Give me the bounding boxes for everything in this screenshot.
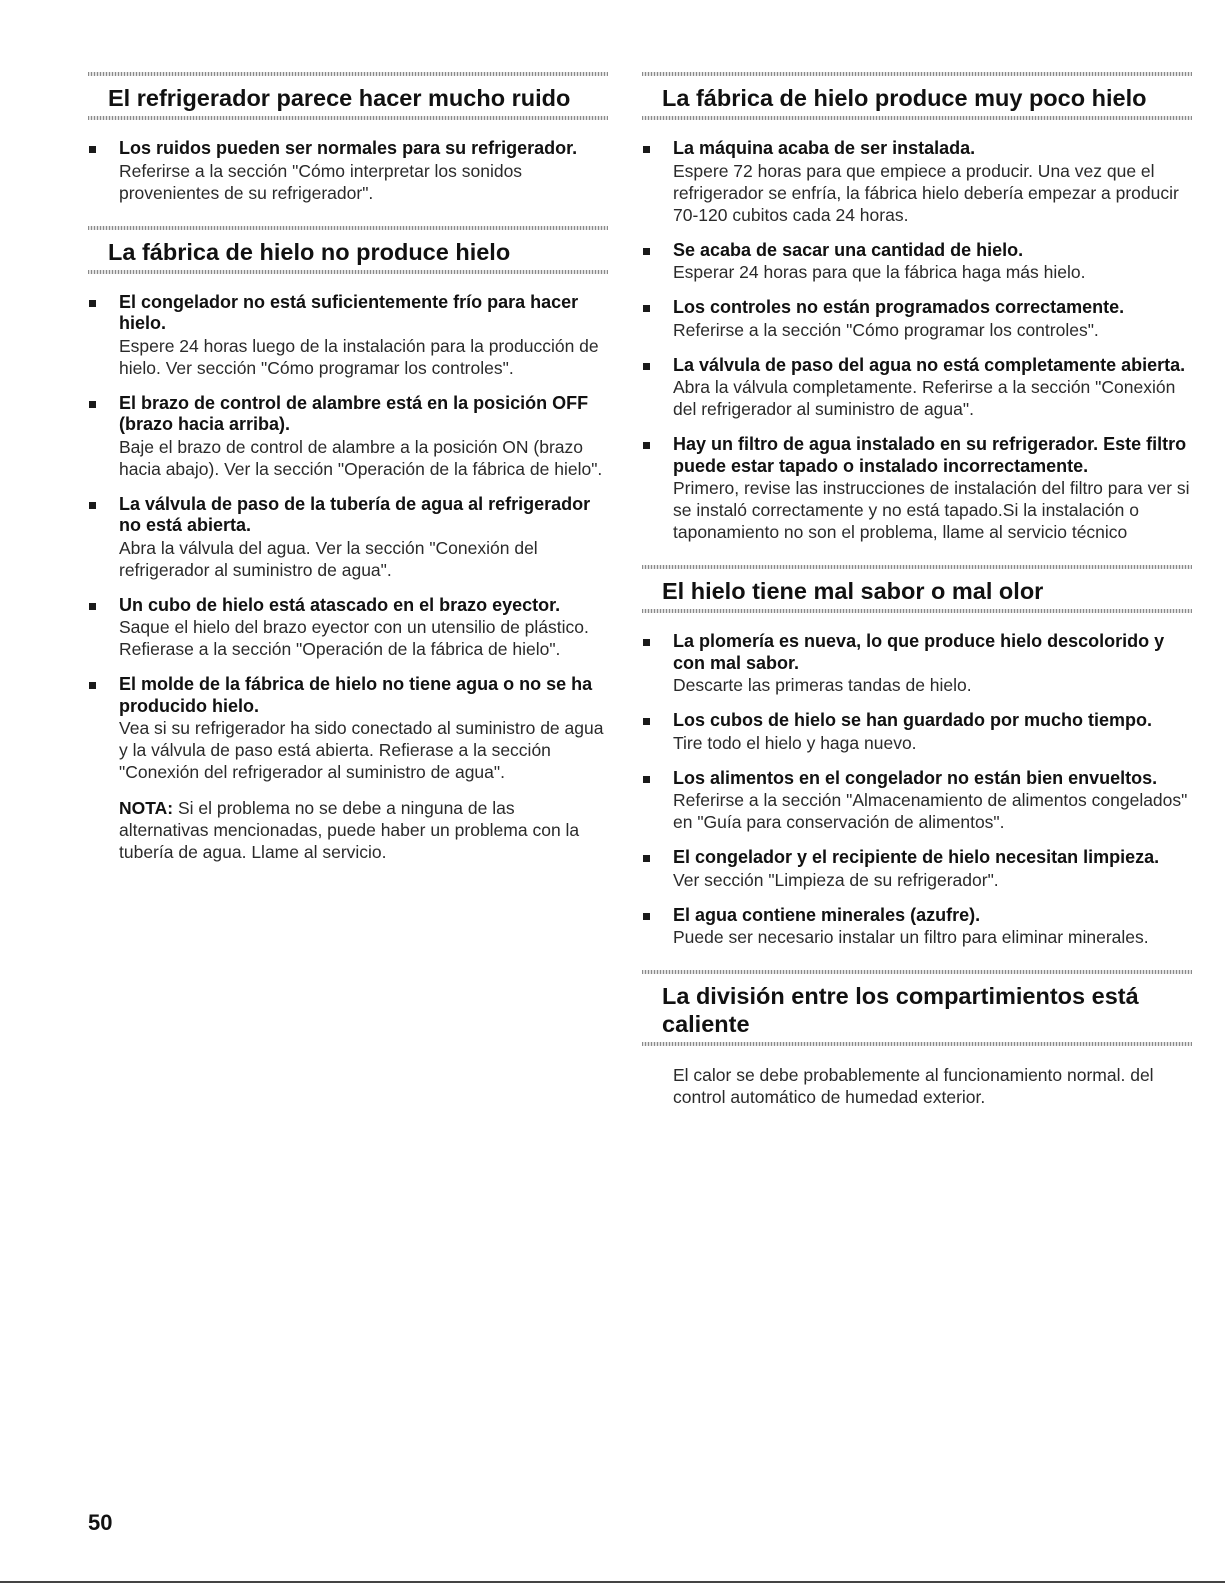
item-cause: Un cubo de hielo está atascado en el brazo eyector.: [119, 594, 561, 615]
list-item: [88, 292, 608, 379]
note-label: NOTA:: [119, 798, 174, 818]
item-solution: Saque el hielo del brazo eyector con un utensilio de plástico. Refierase a la sección "Operación de la fábrica de hielo".: [119, 617, 589, 659]
section-header: [642, 565, 1192, 613]
item-solution: Vea si su refrigerador ha sido conectado al suministro de agua y la válvula de paso está abierta. Refierase a la sección "Conexión del refrigerador al suministro de agua".: [119, 718, 604, 782]
list-item: [642, 768, 1192, 834]
list-item: [88, 138, 608, 204]
section-warm-divider: [642, 970, 1192, 1108]
bullet-icon: [643, 363, 650, 370]
item-solution: Referirse a la sección "Almacenamiento de alimentos congelados" en "Guía para conservación de alimentos".: [673, 790, 1188, 832]
list-item: [642, 355, 1192, 421]
bullet-icon: [643, 442, 650, 449]
bullet-icon: [643, 248, 650, 255]
item-solution: Espere 24 horas luego de la instalación para la producción de hielo. Ver sección "Cómo programar los controles".: [119, 335, 599, 378]
item-solution: Espere 72 horas para que empiece a producir. Una vez que el refrigerador se enfría, la fábrica hielo debería empezar a producir 70-120 cubitos cada 24 horas.: [673, 160, 1179, 225]
item-cause: La válvula de paso de la tubería de agua al refrigerador no está abierta.: [119, 493, 591, 535]
bullet-icon: [89, 682, 96, 689]
bullet-icon: [643, 639, 650, 646]
item-cause: El molde de la fábrica de hielo no tiene agua o no se ha producido hielo.: [119, 674, 593, 716]
bullet-icon: [643, 913, 650, 920]
list-item: [642, 847, 1192, 891]
item-cause: Hay un filtro de agua instalado en su refrigerador. Este filtro puede estar tapado o instalado incorrectamente.: [673, 434, 1187, 476]
item-cause: Se acaba de sacar una cantidad de hielo.: [673, 239, 1024, 260]
section-title: La fábrica de hielo produce muy poco hielo: [662, 85, 1147, 111]
item-cause: Los alimentos en el congelador no están bien envueltos.: [673, 767, 1158, 788]
bullet-icon: [89, 603, 96, 610]
left-column: [88, 72, 608, 885]
bullet-icon: [643, 305, 650, 312]
item-cause: El brazo de control de alambre está en la posición OFF (brazo hacia arriba).: [119, 392, 589, 434]
list-item: [642, 631, 1192, 696]
item-cause: La máquina acaba de ser instalada.: [673, 138, 976, 158]
item-solution: Descarte las primeras tandas de hielo.: [673, 675, 972, 695]
bullet-icon: [89, 300, 96, 307]
item-solution: Puede ser necesario instalar un filtro para eliminar minerales.: [673, 927, 1149, 947]
list-item: [642, 297, 1192, 341]
section-header: [642, 72, 1192, 120]
list-item: [88, 393, 608, 480]
section-bad-taste: [642, 565, 1192, 948]
item-cause: La plomería es nueva, lo que produce hielo descolorido y con mal sabor.: [673, 631, 1165, 673]
list-item: [88, 494, 608, 581]
page-number: 50: [88, 1510, 113, 1535]
section-title: La fábrica de hielo no produce hielo: [108, 238, 511, 265]
bottom-divider: [0, 1581, 1225, 1583]
item-cause: Los cubos de hielo se han guardado por mucho tiempo.: [673, 710, 1153, 730]
list-item: [642, 905, 1192, 949]
bullet-icon: [643, 146, 650, 153]
section-title: El refrigerador parece hacer mucho ruido: [108, 85, 571, 111]
list-item: [642, 138, 1192, 226]
section-noise: [88, 72, 608, 204]
right-column: [642, 72, 1192, 1130]
bullet-icon: [643, 718, 650, 725]
list-item: [88, 674, 608, 783]
item-cause: El congelador no está suficientemente frío para hacer hielo.: [119, 291, 579, 333]
list-item: [642, 240, 1192, 284]
section-title: El hielo tiene mal sabor o mal olor: [662, 578, 1044, 604]
item-cause: Los controles no están programados correctamente.: [673, 297, 1125, 317]
bullet-icon: [643, 855, 650, 862]
item-cause: El congelador y el recipiente de hielo necesitan limpieza.: [673, 847, 1160, 867]
section-little-ice: [642, 72, 1192, 543]
list-item: [642, 434, 1192, 543]
section-title: La división entre los compartimientos está caliente: [662, 983, 1139, 1037]
bullet-icon: [89, 146, 96, 153]
item-solution: Abra la válvula del agua. Ver la sección "Conexión del refrigerador al suministro de agua".: [119, 537, 538, 580]
section-no-ice: [88, 226, 608, 864]
list-item: [642, 710, 1192, 754]
item-solution: Abra la válvula completamente. Referirse a la sección "Conexión del refrigerador al suministro de agua".: [673, 377, 1176, 419]
item-solution: Referirse a la sección "Cómo programar los controles".: [673, 319, 1099, 340]
item-cause: El agua contiene minerales (azufre).: [673, 904, 981, 925]
section-header: [88, 226, 608, 274]
item-solution: Referirse a la sección "Cómo interpretar los sonidos provenientes de su refrigerador".: [119, 160, 523, 203]
section-header: [642, 970, 1192, 1046]
item-solution: Baje el brazo de control de alambre a la posición ON (brazo hacia abajo). Ver la sección "Operación de la fábrica de hielo".: [119, 436, 603, 479]
item-solution: Primero, revise las instrucciones de instalación del filtro para ver si se instaló correctamente y no está tapado.Si la instalación o taponamiento no son el problema, llame al servicio técnico: [673, 478, 1190, 542]
bullet-icon: [643, 776, 650, 783]
list-item: [88, 595, 608, 661]
item-cause: Los ruidos pueden ser normales para su refrigerador.: [119, 138, 578, 158]
note-text: Si el problema no se debe a ninguna de las alternativas mencionadas, puede haber un problema con la tubería de agua. Llame al servicio.: [119, 798, 580, 862]
section-header: [88, 72, 608, 120]
note-paragraph: [88, 797, 608, 863]
bullet-icon: [89, 502, 96, 509]
item-solution: Tire todo el hielo y haga nuevo.: [673, 732, 917, 753]
section-body-text: El calor se debe probablemente al funcionamiento normal. del control automático de humedad exterior.: [673, 1065, 1154, 1107]
bullet-icon: [89, 401, 96, 408]
item-solution: Esperar 24 horas para que la fábrica haga más hielo.: [673, 262, 1086, 282]
item-solution: Ver sección "Limpieza de su refrigerador".: [673, 869, 999, 890]
item-cause: La válvula de paso del agua no está completamente abierta.: [673, 354, 1186, 375]
